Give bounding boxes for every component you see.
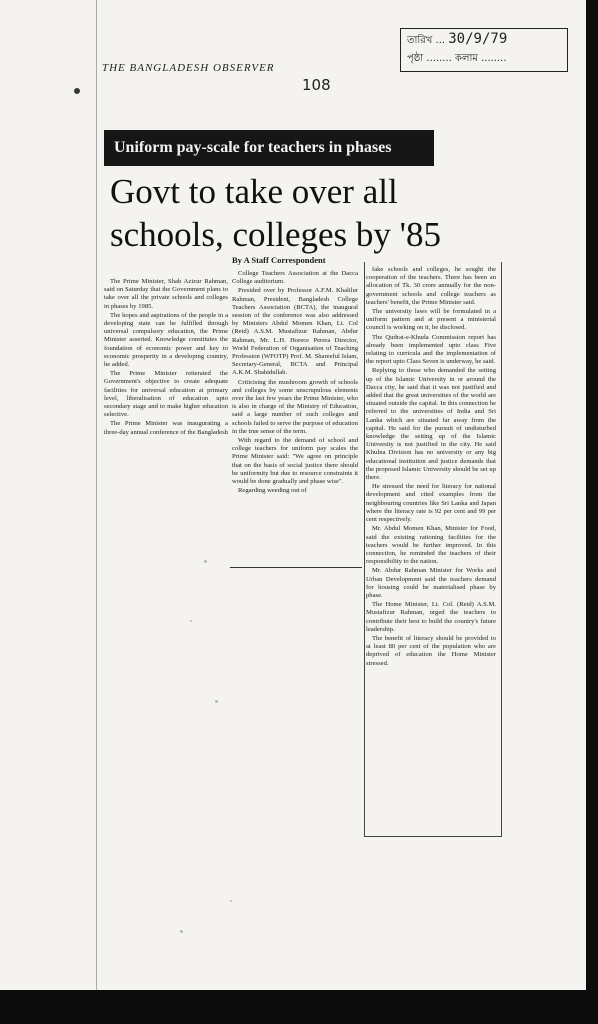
stamp-date-label: তারিখ xyxy=(407,35,433,46)
paragraph: The Home Minister, Lt. Col. (Retd) A.S.M. Mustafizur Rahman, urged the teachers to contribute their best to build the country's future leadership. xyxy=(366,601,496,633)
stamp-column-label: কলাম xyxy=(455,53,478,64)
paragraph: With regard to the demand of school and college teachers for uniform pay scales the Prime Minister said: "We agree on principle that on the basis of social justice there should be uniformity but due to resource constraints it would be done gradually and phase wise". xyxy=(232,437,358,486)
scan-speck xyxy=(190,620,192,622)
scan-speck xyxy=(204,560,207,563)
paragraph: The Qudrat-e-Khuda Commission report has already been implemented upto class Five relating to curricula and the implementation of the report upto Class Seven is underway, he said. xyxy=(366,333,496,366)
article-column-1 xyxy=(104,278,228,438)
paragraph: Presided over by Professor A.F.M. Khalilur Rahman, President, Bangladesh College Teachers Association (BCTA), the inaugural session of the conference was also addressed by Ministers Abdul Momen Khan, Lt. Col (Retd) A.S.M. Mustafizur Rahman, Abdur Rahman, Mr. L.H. Horece Perera Director, World Federation of Organisation of Teaching Profession (WFOTP) Prof. M. Shareeful Islam, Secretary-General, BCTA and Principal A.K.M. Shahidullah. xyxy=(232,287,358,377)
stamp-date-row: তারিখ ... 30/9/79 xyxy=(407,31,508,47)
paragraph: The Prime Minister, Shah Azizur Rahman, said on Saturday that the Government plans to take over all the private schools and colleges in phases by 1985. xyxy=(104,278,228,310)
paragraph: Regarding weeding out of xyxy=(238,487,307,495)
paragraph: The benefit of literacy should be provided to at least 80 per cent of the population who are deprived of education the Home Minister stressed. xyxy=(366,634,496,667)
article-column-3 xyxy=(366,266,496,669)
scan-edge-right xyxy=(586,0,598,1024)
scan-speck xyxy=(230,900,232,902)
scan-speck xyxy=(74,88,80,94)
paragraph: Mr. Abdul Momen Khan, Minister for Food, said the existing rationing facilities for the teachers would be further improved. In this connection, he reminded the teachers of their responsibility to the nation. xyxy=(366,525,496,566)
stamp-page-label: পৃষ্ঠা xyxy=(407,53,424,64)
paragraph: Criticising the mushroom growth of schools and colleges by some unscrupulous elements over the last few years the Prime Minister, who is also in charge of the Ministry of Education, said a large number of such colleges and schools failed to serve the purpose of education in the true sense of the term. xyxy=(232,378,358,435)
stamp-date-value: 30/9/79 xyxy=(448,31,508,47)
archive-stamp xyxy=(400,28,568,72)
paragraph: The university laws will be formulated in a uniform pattern and at present a ministerial council is working on it, he disclosed. xyxy=(366,308,496,332)
paragraph: The Prime Minister was inaugurating a three-day annual conference of the Bangladesh xyxy=(104,420,228,436)
page-number: 108 xyxy=(302,76,331,94)
article-banner: Uniform pay-scale for teachers in phases xyxy=(104,130,434,166)
paragraph: fake schools and colleges, he sought the cooperation of the teachers. There has been an allocation of Tk. 30 crore annually for the non-government schools and college teachers as teachers' benefit, the Prime Minister said. xyxy=(366,266,496,306)
article-column-2 xyxy=(232,270,358,496)
column-rule xyxy=(230,567,362,568)
paragraph: College Teachers Association at the Dacca College auditorium. xyxy=(232,270,358,286)
paragraph: The hopes and aspirations of the people in a developing state can be fulfilled through universal compulsory education, the Prime Minister asserted. Knowledge constitutes the foundation of economic power and key to economic prosperity in a developing country, he added. xyxy=(104,311,228,369)
masthead: THE BANGLADESH OBSERVER xyxy=(102,62,275,74)
article-headline: Govt to take over all schools, colleges by '85 xyxy=(110,172,441,254)
fold-line xyxy=(96,0,97,990)
paragraph: Replying to those who demanded the setting up of the Islamic University in or around the Dacca city, he said that it was not justified and added that the great universities of the world are situated outside the capital. In this connection he referred to the universities of India and Sri Lanka which are situated far away from the capital. He said for the pursuit of undisturbed knowledge the setting up of the Islamic University is not justified in the city. He said Khulna Division has no university or any big educational institution and justice demands that the proposed Islamic University should be set up there. xyxy=(366,367,496,482)
scan-speck xyxy=(180,930,183,933)
paragraph: He stressed the need for literacy for national development and cited examples from the neighbouring countries like Sri Lanka and Japan where the literacy rate is 92 per cent and 99 per cent respectively. xyxy=(366,483,496,524)
article-byline: By A Staff Correspondent xyxy=(232,255,326,265)
stamp-page-row: পৃষ্ঠা ........ কলাম ........ xyxy=(407,53,507,64)
paragraph: The Prime Minister reiterated the Government's objective to create adequate facilities for universal education at primary level, liberalisation of education upto secondary stage and to make higher education selective. xyxy=(104,370,228,419)
scan-edge-bottom xyxy=(0,990,598,1024)
paragraph: Mr. Abdur Rahman Minister for Works and Urban Development said the teachers demand for housing could be materialised phase by phase. xyxy=(366,567,496,599)
scan-speck xyxy=(215,700,218,703)
